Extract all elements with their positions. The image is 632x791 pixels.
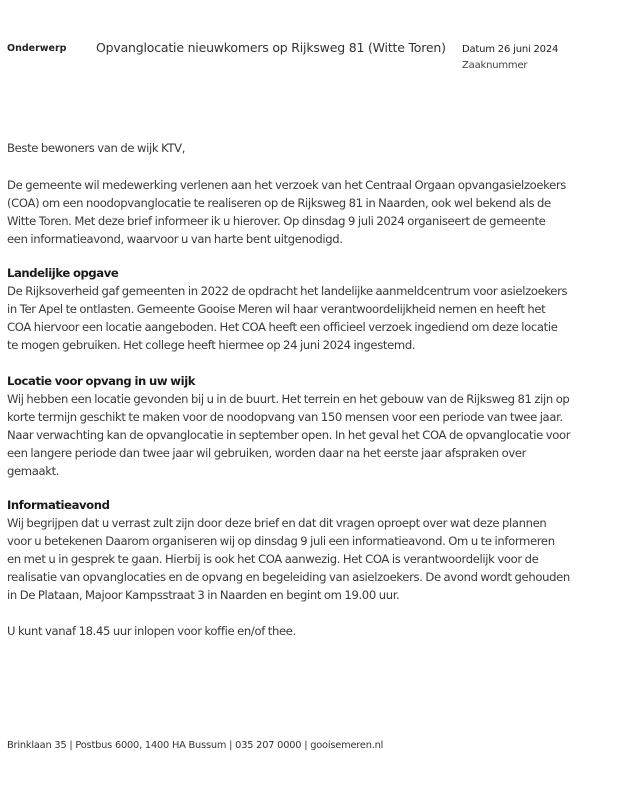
- paragraph-line: in De Plataan, Majoor Kampsstraat 3 in Naarden en begint om 19.00 uur.: [7, 588, 400, 602]
- paragraph-line: De gemeente wil medewerking verlenen aan het verzoek van het Centraal Orgaan opvangasielzoekers: [7, 178, 566, 192]
- paragraph-line: korte termijn geschikt te maken voor de noodopvang van 150 mensen voor een periode van twee jaar.: [7, 410, 563, 424]
- greeting: [7, 139, 632, 157]
- section-heading: Landelijke opgave: [7, 266, 119, 280]
- closing-text: U kunt vanaf 18.45 uur inlopen voor koffie en/of thee.: [7, 624, 296, 638]
- greeting-text: Beste bewoners van de wijk KTV,: [7, 141, 186, 155]
- section-locatie-voor-opvang: [7, 372, 632, 480]
- section-heading: Locatie voor opvang in uw wijk: [7, 374, 196, 388]
- case-number-label: Zaaknummer: [462, 60, 528, 71]
- paragraph-line: in Ter Apel te ontlasten. Gemeente Gooise Meren wil haar verantwoordelijkheid nemen en heeft het: [7, 302, 546, 316]
- paragraph-line: gemaakt.: [7, 464, 60, 478]
- date-line: Datum 26 juni 2024: [462, 44, 559, 55]
- paragraph-line: realisatie van opvanglocaties en de opvang en begeleiding van asielzoekers. De avond wordt gehouden: [7, 570, 570, 584]
- paragraph-line: voor u betekenen Daarom organiseren wij op dinsdag 9 juli een informatieavond. Om u te informeren: [7, 534, 555, 548]
- section-heading: Informatieavond: [7, 498, 110, 512]
- section-landelijke-opgave: [7, 264, 632, 354]
- paragraph-line: De Rijksoverheid gaf gemeenten in 2022 de opdracht het landelijke aanmeldcentrum voor asielzoekers: [7, 284, 568, 298]
- paragraph-line: (COA) om een noodopvanglocatie te realiseren op de Rijksweg 81 in Naarden, ook wel bekend als de: [7, 196, 551, 210]
- closing-paragraph: [7, 622, 632, 640]
- subject-value: Opvanglocatie nieuwkomers op Rijksweg 81 (Witte Toren): [96, 40, 446, 55]
- paragraph-line: een informatieavond, waarvoor u van harte bent uitgenodigd.: [7, 232, 343, 246]
- paragraph-line: een langere periode dan twee jaar wil gebruiken, worden daar na het eerste jaar afspraken over: [7, 446, 527, 460]
- paragraph-line: te mogen gebruiken. Het college heeft hiermee op 24 juni 2024 ingestemd.: [7, 338, 416, 352]
- paragraph-line: Wij hebben een locatie gevonden bij u in de buurt. Het terrein en het gebouw van de Rijksweg 81 zijn op: [7, 392, 570, 406]
- intro-paragraph: [7, 176, 632, 248]
- section-informatieavond: [7, 496, 632, 604]
- paragraph-line: Naar verwachting kan de opvanglocatie in september open. In het geval het COA de opvanglocatie voor: [7, 428, 571, 442]
- paragraph-line: Witte Toren. Met deze brief informeer ik u hierover. Op dinsdag 9 juli 2024 organiseert de gemeente: [7, 214, 546, 228]
- paragraph-line: COA hiervoor een locatie aangeboden. Het COA heeft een officieel verzoek ingediend om deze locatie: [7, 320, 558, 334]
- subject-label: Onderwerp: [7, 43, 67, 54]
- paragraph-line: Wij begrijpen dat u verrast zult zijn door deze brief en dat dit vragen oproept over wat deze plannen: [7, 516, 547, 530]
- footer-address: Brinklaan 35 | Postbus 6000, 1400 HA Bussum | 035 207 0000 | gooisemeren.nl: [7, 740, 384, 751]
- paragraph-line: en met u in gesprek te gaan. Hierbij is ook het COA aanwezig. Het COA is verantwoordelijk voor de: [7, 552, 539, 566]
